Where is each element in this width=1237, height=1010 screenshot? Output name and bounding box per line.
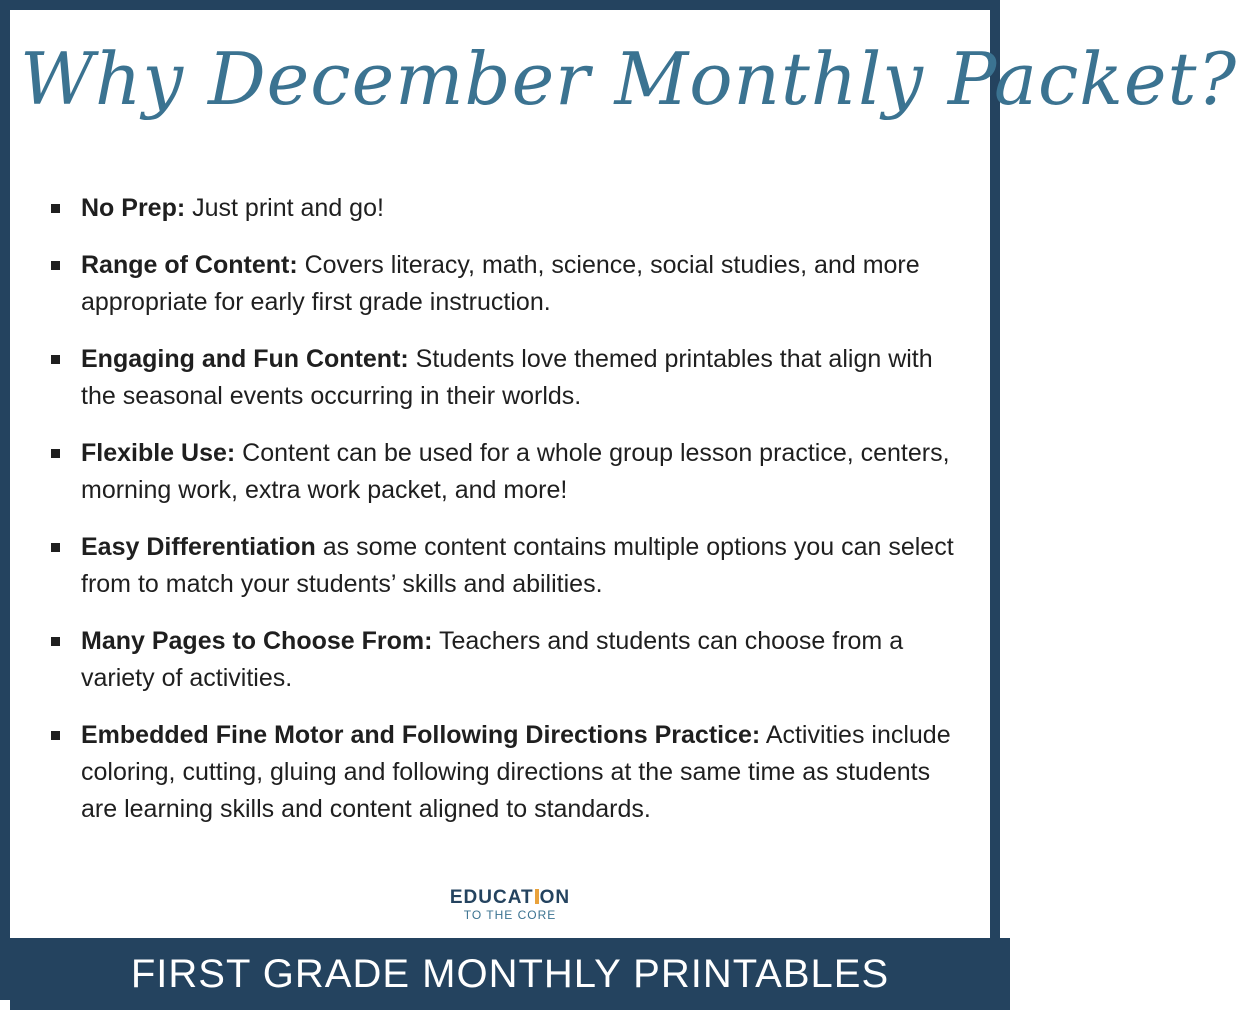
education-to-the-core-logo: [410, 888, 610, 922]
logo-main-a: EDUCAT: [449, 887, 534, 908]
logo-main-text: [410, 888, 610, 908]
list-item: [50, 435, 970, 509]
list-item: [50, 717, 970, 828]
item-label: Many Pages to Choose From:: [81, 627, 433, 655]
item-text: Teachers and students can choose from a variety of activities.: [81, 627, 904, 692]
list-item: [50, 341, 970, 415]
logo-main-b: ON: [539, 887, 571, 908]
item-text: Just print and go!: [185, 194, 384, 222]
footer-banner: FIRST GRADE MONTHLY PRINTABLES: [10, 938, 1010, 1010]
list-item: [50, 529, 970, 603]
item-label: Engaging and Fun Content:: [81, 345, 409, 373]
list-item: [50, 247, 970, 321]
square-bullet-icon: [51, 261, 60, 270]
pencil-icon: [535, 889, 539, 904]
item-text: Students love themed printables that align with the seasonal events occurring in their worlds.: [81, 345, 933, 410]
item-label: Flexible Use:: [81, 439, 236, 467]
square-bullet-icon: [51, 543, 60, 552]
logo-sub-text: TO THE CORE: [463, 908, 557, 922]
item-label: No Prep:: [81, 194, 186, 222]
square-bullet-icon: [51, 637, 60, 646]
square-bullet-icon: [51, 731, 60, 740]
item-label: Range of Content:: [81, 251, 298, 279]
item-text: Activities include coloring, cutting, gluing and following directions at the same time as students are learning skills and content aligned to standards.: [81, 721, 951, 823]
page-title: Why December Monthly Packet?: [20, 37, 1237, 121]
square-bullet-icon: [51, 204, 60, 213]
item-text: as some content contains multiple options you can select from to match your students’ skills and abilities.: [81, 533, 954, 598]
item-text: Covers literacy, math, science, social studies, and more appropriate for early first grade instruction.: [81, 251, 920, 316]
item-label: Embedded Fine Motor and Following Directions Practice:: [81, 721, 761, 749]
square-bullet-icon: [51, 449, 60, 458]
item-label: Easy Differentiation: [81, 533, 316, 561]
item-text: Content can be used for a whole group lesson practice, centers, morning work, extra work packet, and more!: [81, 439, 950, 504]
benefits-list: [50, 190, 970, 848]
square-bullet-icon: [51, 355, 60, 364]
list-item: [50, 623, 970, 697]
list-item: [50, 190, 970, 227]
